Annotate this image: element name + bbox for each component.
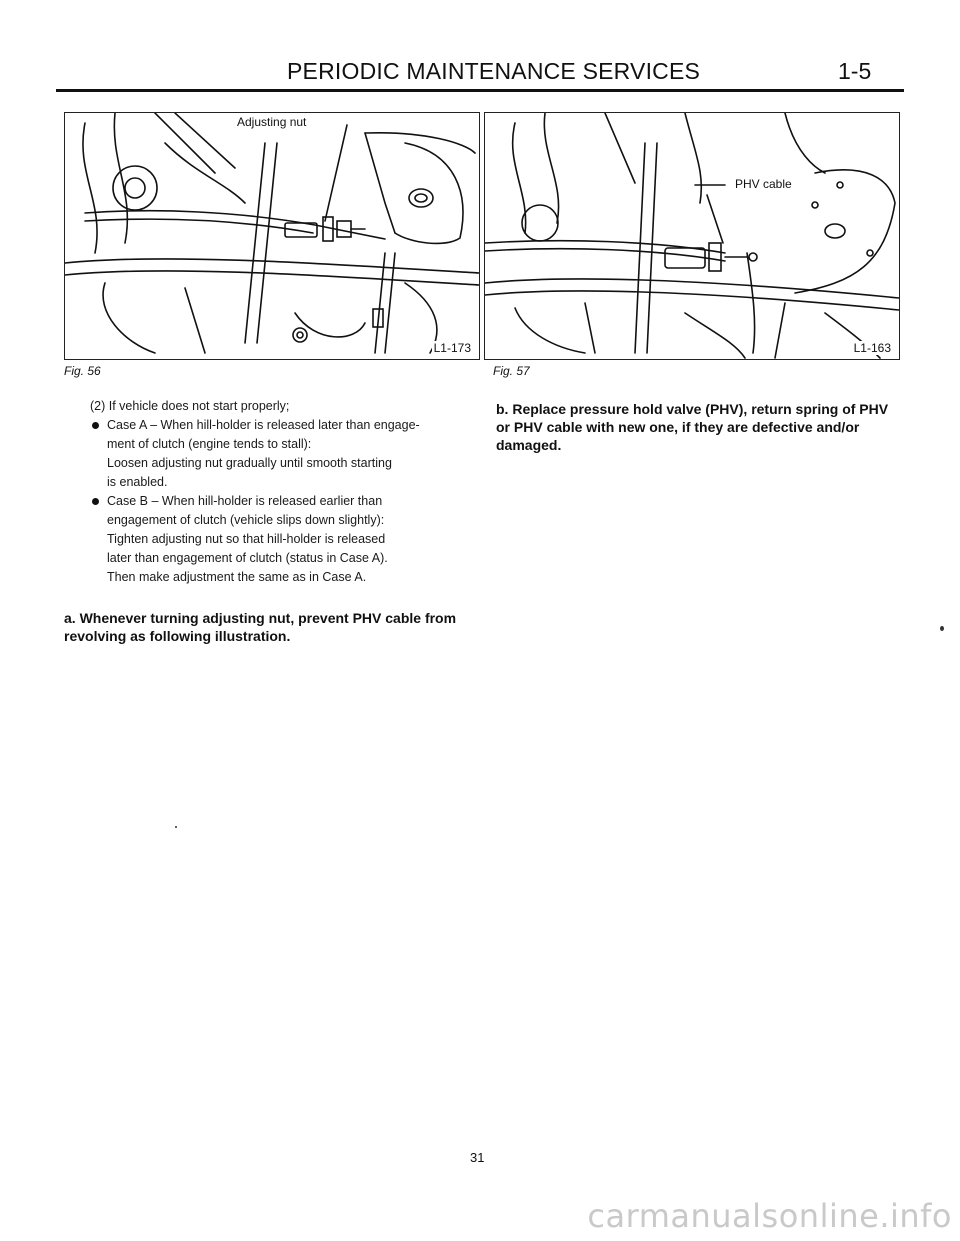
figure-56-drawing — [65, 113, 479, 359]
case-b-action-final: Then make adjustment the same as in Case A. — [107, 570, 367, 584]
figure-56-code: L1-173 — [433, 341, 471, 355]
left-column-text — [90, 397, 490, 587]
step-2-heading: (2) If vehicle does not start properly; — [90, 399, 290, 413]
scan-speck — [940, 626, 944, 631]
case-b-action-cont: later than engagement of clutch (status in Case A). — [107, 551, 388, 565]
case-b-condition-cont: engagement of clutch (vehicle slips down slightly): — [107, 513, 385, 527]
case-b-action: Tighten adjusting nut so that hill-holder is released — [107, 532, 386, 546]
scan-speck — [175, 826, 177, 828]
note-b — [496, 400, 908, 454]
watermark: carmanualsonline.info — [587, 1197, 952, 1235]
figure-56-caption: Fig. 56 — [64, 364, 101, 378]
phv-cable-callout: PHV cable — [735, 177, 792, 191]
note-b-line-1: b. Replace pressure hold valve (PHV), return spring of PHV — [496, 401, 889, 417]
case-b-condition: Case B – When hill-holder is released earlier than — [90, 492, 490, 511]
section-page-ref: 1-5 — [838, 58, 872, 84]
page-header-title: PERIODIC MAINTENANCE SERVICES — [287, 58, 701, 84]
note-b-line-3: damaged. — [496, 437, 562, 453]
header-divider — [56, 89, 904, 92]
figure-57-drawing — [485, 113, 899, 359]
note-a — [64, 609, 494, 645]
case-a-action: Loosen adjusting nut gradually until smooth starting — [107, 456, 392, 470]
figure-57-illustration — [484, 112, 900, 360]
figure-57-caption: Fig. 57 — [493, 364, 530, 378]
note-a-line-1: a. Whenever turning adjusting nut, prevent PHV cable from — [64, 610, 457, 626]
note-a-line-2: revolving as following illustration. — [64, 628, 291, 644]
note-b-line-2: or PHV cable with new one, if they are defective and/or — [496, 419, 860, 435]
adjusting-nut-callout: Adjusting nut — [237, 115, 307, 129]
page-number: 31 — [470, 1150, 485, 1165]
case-a-condition-cont: ment of clutch (engine tends to stall): — [107, 437, 312, 451]
case-a-action-cont: is enabled. — [107, 475, 168, 489]
figure-56-illustration — [64, 112, 480, 360]
figure-57-code: L1-163 — [853, 341, 891, 355]
case-a-condition: Case A – When hill-holder is released later than engage- — [90, 416, 490, 435]
